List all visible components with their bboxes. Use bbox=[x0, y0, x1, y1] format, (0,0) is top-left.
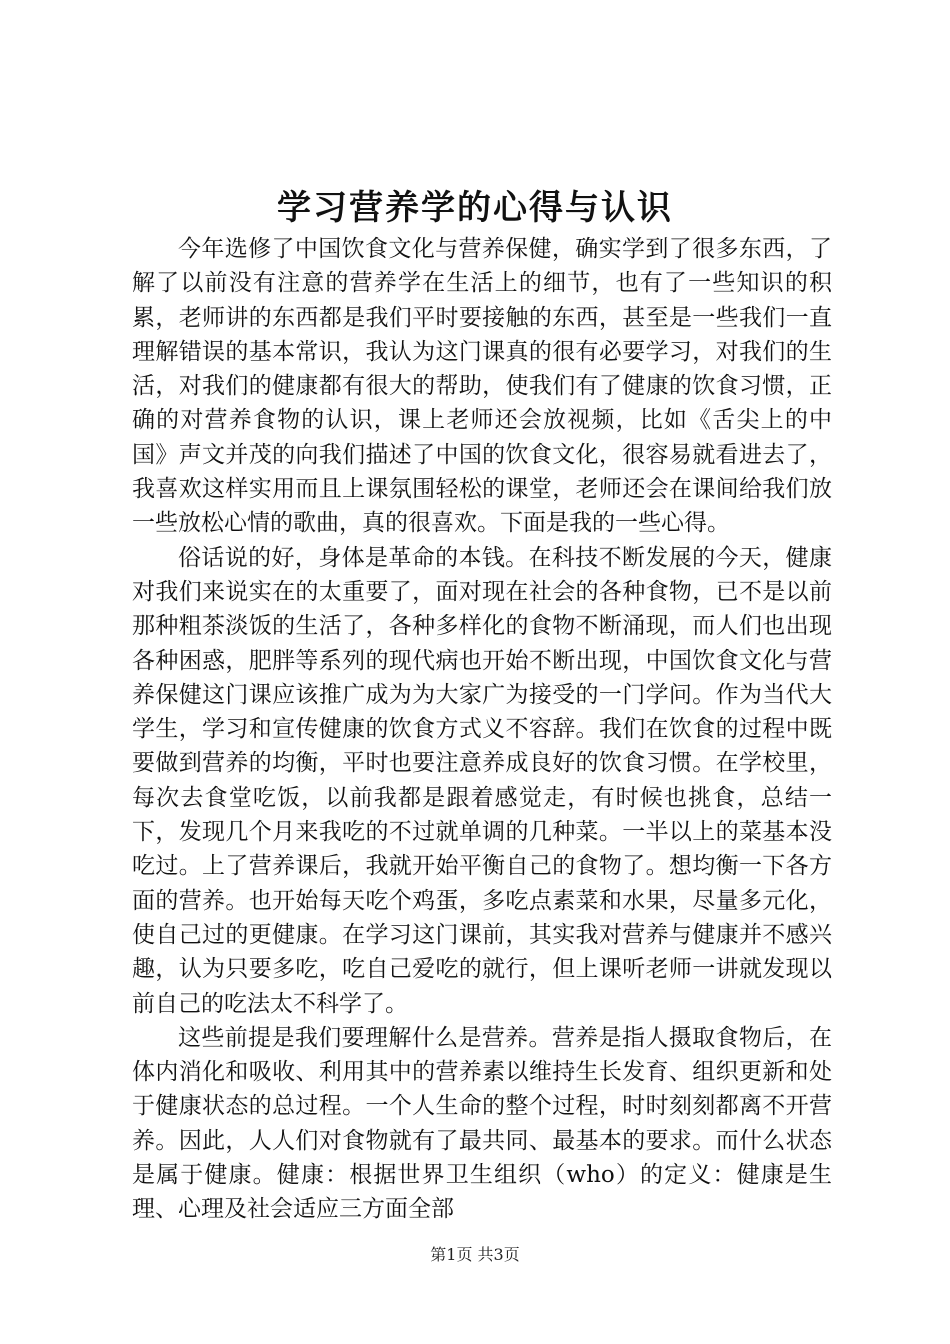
page-title: 学习营养学的心得与认识 bbox=[277, 188, 673, 228]
document-body bbox=[132, 232, 832, 1227]
paragraph: 这些前提是我们要理解什么是营养。营养是指人摄取食物后，在体内消化和吸收、利用其中的营养素以维持生长发育、组织更新和处于健康状态的总过程。一个人生命的整个过程，时时刻刻都离不开营养。因此，人人们对食物就有了最共同、最基本的要求。而什么状态是属于健康。健康：根据世界卫生组织（who）的定义：健康是生理、心理及社会适应三方面全部 bbox=[132, 1024, 832, 1223]
paragraph: 今年选修了中国饮食文化与营养保健，确实学到了很多东西，了解了以前没有注意的营养学在生活上的细节，也有了一些知识的积累，老师讲的东西都是我们平时要接触的东西，甚至是一些我们一直理解错误的基本常识，我认为这门课真的很有必要学习，对我们的生活，对我们的健康都有很大的帮助，使我们有了健康的饮食习惯，正确的对营养食物的认识，课上老师还会放视频，比如《舌尖上的中国》声文并茂的向我们描述了中国的饮食文化，很容易就看进去了，我喜欢这样实用而且上课氛围轻松的课堂，老师还会在课间给我们放一些放松心情的歌曲，真的很喜欢。下面是我的一些心得。 bbox=[132, 236, 832, 537]
page-footer: 第1页 共3页 bbox=[430, 1245, 520, 1264]
paragraph: 俗话说的好，身体是革命的本钱。在科技不断发展的今天，健康对我们来说实在的太重要了，面对现在社会的各种食物，已不是以前那种粗茶淡饭的生活了，各种多样化的食物不断涌现，而人们也出现各种困惑，肥胖等系列的现代病也开始不断出现，中国饮食文化与营养保健这门课应该推广成为为大家广为接受的一门学问。作为当代大学生，学习和宣传健康的饮食方式义不容辞。我们在饮食的过程中既要做到营养的均衡，平时也要注意养成良好的饮食习惯。在学校里，每次去食堂吃饭，以前我都是跟着感觉走，有时候也挑食，总结一下，发现几个月来我吃的不过就单调的几种菜。一半以上的菜基本没吃过。上了营养课后，我就开始平衡自己的食物了。想均衡一下各方面的营养。也开始每天吃个鸡蛋，多吃点素菜和水果，尽量多元化，使自己过的更健康。在学习这门课前，其实我对营养与健康并不感兴趣，认为只要多吃，吃自己爱吃的就行，但上课听老师一讲就发现以前自己的吃法太不科学了。 bbox=[132, 544, 832, 1017]
